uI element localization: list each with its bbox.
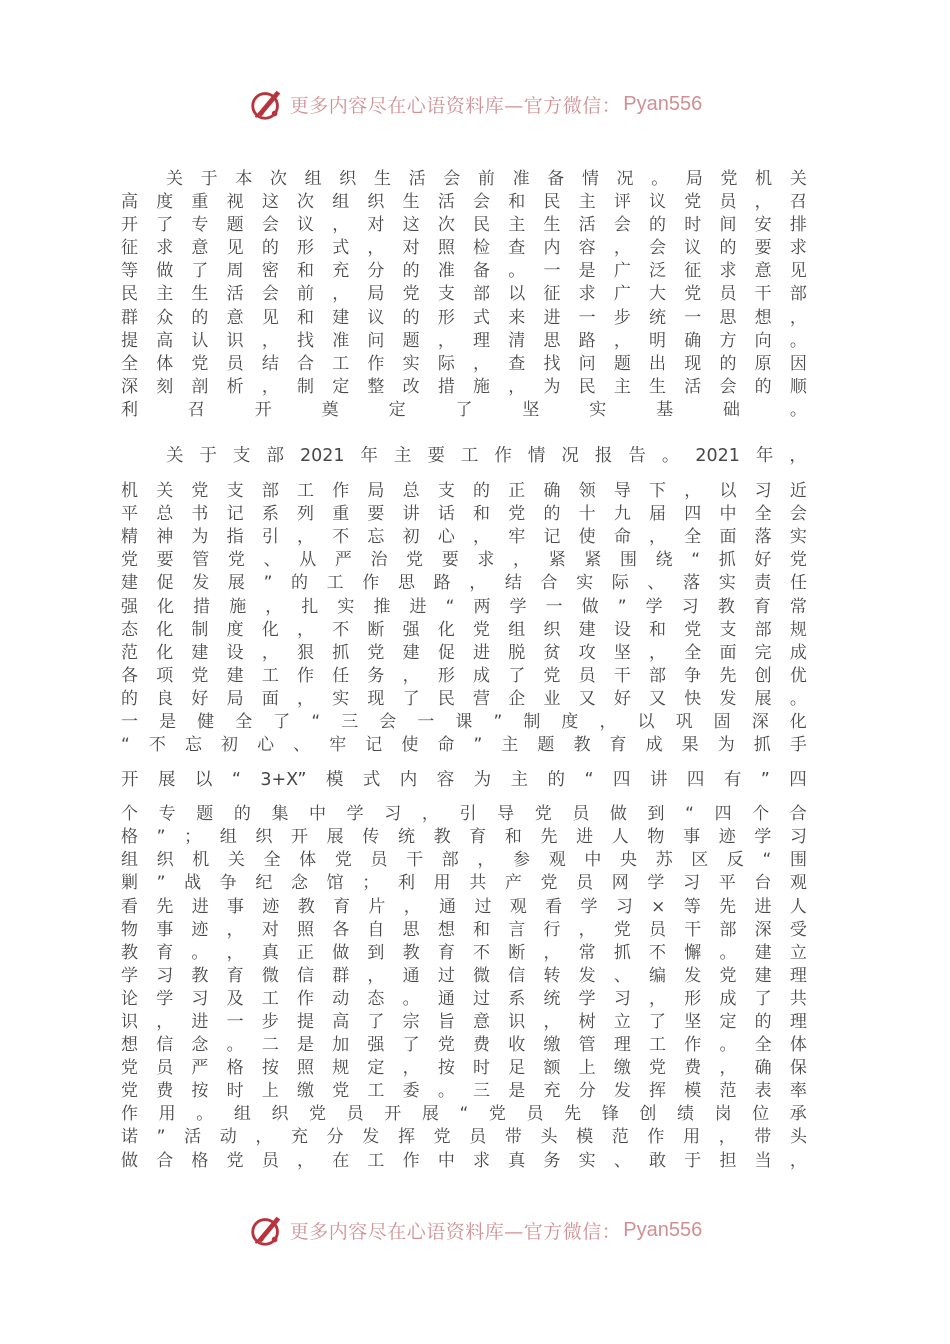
watermark-text: 更多内容尽在心语资料库—官方微信： bbox=[289, 1220, 622, 1243]
text-line: 诺 ” 活 动 ， 充 分 发 挥 党 员 带 头 模 范 作 用 ， 带 头 bbox=[121, 1127, 807, 1148]
text-line: 利 召 开 奠 定 了 坚 实 基 础 。 bbox=[121, 399, 807, 420]
text-line: 平 总 书 记 系 列 重 要 讲 话 和 党 的 十 九 届 四 中 全 会 bbox=[121, 504, 807, 525]
text-line: 深 刻 剖 析 ， 制 定 整 改 措 施 ， 为 民 主 生 活 会 的 顺 bbox=[121, 376, 807, 397]
text-line: 等 做 了 周 密 和 充 分 的 准 备 。 一 是 广 泛 征 求 意 见 bbox=[121, 261, 807, 282]
paragraph-2-heading-line: 关 于 支 部 2021 年 主 要 工 作 情 况 报 告 。 2021 年 ， bbox=[166, 446, 807, 467]
text-line: 开 了 专 题 会 议 ， 对 这 次 民 主 生 活 会 的 时 间 安 排 bbox=[121, 215, 807, 236]
watermark-text: 更多内容尽在心语资料库—官方微信： bbox=[289, 94, 622, 117]
text-line: 党 费 按 时 上 缴 党 工 委 。 三 是 充 分 发 挥 模 范 表 率 bbox=[121, 1081, 807, 1102]
paragraph-2-middle-line: 开 展 以 “ 3+X” 模 式 内 容 为 主 的 “ 四 讲 四 有 ” 四 bbox=[121, 769, 807, 790]
text-line: 范 化 建 设 ， 狠 抓 党 建 促 进 脱 贫 攻 坚 ， 全 面 完 成 bbox=[121, 642, 807, 663]
text-line: 党 要 管 党 、 从 严 治 党 要 求 ， 紧 紧 围 绕 “ 抓 好 党 bbox=[121, 550, 807, 571]
text-line: 强 化 措 施 ， 扎 实 推 进 “ 两 学 一 做 ” 学 习 教 育 常 bbox=[121, 596, 807, 617]
text-line: 一 是 健 全 了 “ 三 会 一 课 ” 制 度 ， 以 巩 固 深 化 bbox=[121, 711, 807, 732]
text-line: 精 神 为 指 引 ， 不 忘 初 心 ， 牢 记 使 命 ， 全 面 落 实 bbox=[121, 527, 807, 548]
text-line: 剿 ” 战 争 纪 念 馆 ； 利 用 共 产 党 员 网 学 习 平 台 观 bbox=[121, 873, 807, 894]
watermark-id: Pyan556 bbox=[623, 1218, 703, 1241]
paragraph-3 bbox=[121, 803, 807, 1173]
text-line: 建 促 发 展 ” 的 工 作 思 路 ， 结 合 实 际 、 落 实 责 任 bbox=[121, 573, 807, 594]
text-line: 态 化 制 度 化 ， 不 断 强 化 党 组 织 建 设 和 党 支 部 规 bbox=[121, 619, 807, 640]
text-line: 教 育 。 ， 真 正 做 到 教 育 不 断 ， 常 抓 不 懈 。 建 立 bbox=[121, 942, 807, 963]
text-line: 论 学 习 及 工 作 动 态 。 通 过 系 统 学 习 ， 形 成 了 共 bbox=[121, 988, 807, 1009]
text-line: 民 主 生 活 会 前 ， 局 党 支 部 以 征 求 广 大 党 员 干 部 bbox=[121, 284, 807, 305]
text-line: 党 员 严 格 按 照 规 定 ， 按 时 足 额 上 缴 党 费 ， 确 保 bbox=[121, 1058, 807, 1079]
text-line: “ 不 忘 初 心 、 牢 记 使 命 ” 主 题 教 育 成 果 为 抓 手 bbox=[121, 735, 807, 756]
text-line: 物 事 迹 ， 对 照 各 自 思 想 和 言 行 ， 党 员 干 部 深 受 bbox=[121, 919, 807, 940]
text-line: 机 关 党 支 部 工 作 局 总 支 的 正 确 领 导 下 ， 以 习 近 bbox=[121, 481, 807, 502]
watermark-id: Pyan556 bbox=[623, 92, 703, 115]
text-line: 关 于 本 次 组 织 生 活 会 前 准 备 情 况 。 局 党 机 关 bbox=[166, 169, 807, 189]
text-line: 做 合 格 党 员 ， 在 工 作 中 求 真 务 实 、 敢 于 担 当 ， bbox=[121, 1150, 807, 1171]
text-line: 高 度 重 视 这 次 组 织 生 活 会 和 民 主 评 议 党 员 ， 召 bbox=[121, 192, 807, 213]
text-line: 格 ” ； 组 织 开 展 传 统 教 育 和 先 进 人 物 事 迹 学 习 bbox=[121, 827, 807, 848]
text-line: 的 良 好 局 面 ， 实 现 了 民 营 企 业 又 好 又 快 发 展 。 bbox=[121, 688, 807, 709]
text-line: 学 习 教 育 微 信 群 ， 通 过 微 信 转 发 、 编 发 党 建 理 bbox=[121, 965, 807, 986]
text-line: 组 织 机 关 全 体 党 员 干 部 ， 参 观 中 央 苏 区 反 “ 围 bbox=[121, 850, 807, 871]
text-line: 提 高 认 识 ， 找 准 问 题 ， 理 清 思 路 ， 明 确 方 向 。 bbox=[121, 330, 807, 351]
pen-logo-icon bbox=[248, 85, 286, 123]
text-line: 想 信 念 。 二 是 加 强 了 党 费 收 缴 管 理 工 作 。 全 体 bbox=[121, 1035, 807, 1056]
text-line: 识 ， 进 一 步 提 高 了 宗 旨 意 识 ， 树 立 了 坚 定 的 理 bbox=[121, 1012, 807, 1032]
bottom-watermark-banner bbox=[0, 1208, 950, 1252]
text-line: 作 用 。 组 织 党 员 开 展 “ 党 员 先 锋 创 绩 岗 位 承 bbox=[121, 1104, 807, 1125]
text-line: 群 众 的 意 见 和 建 议 的 形 式 来 进 一 步 统 一 思 想 ， bbox=[121, 307, 807, 328]
text-line: 看 先 进 事 迹 教 育 片 ， 通 过 观 看 学 习 × 等 先 进 人 bbox=[121, 896, 807, 917]
text-line: 各 项 党 建 工 作 任 务 ， 形 成 了 党 员 干 部 争 先 创 优 bbox=[121, 665, 807, 686]
text-line: 征 求 意 见 的 形 式 ， 对 照 检 查 内 容 ， 会 议 的 要 求 bbox=[121, 238, 807, 259]
top-watermark-banner bbox=[0, 82, 950, 126]
text-line: 全 体 党 员 结 合 工 作 实 际 ， 查 找 问 题 出 现 的 原 因 bbox=[121, 353, 807, 374]
paragraph-2 bbox=[121, 480, 807, 757]
text-line: 个 专 题 的 集 中 学 习 ， 引 导 党 员 做 到 “ 四 个 合 bbox=[121, 804, 807, 825]
pen-logo-icon bbox=[248, 1211, 286, 1249]
body-text bbox=[121, 168, 807, 1173]
paragraph-1 bbox=[121, 168, 807, 422]
